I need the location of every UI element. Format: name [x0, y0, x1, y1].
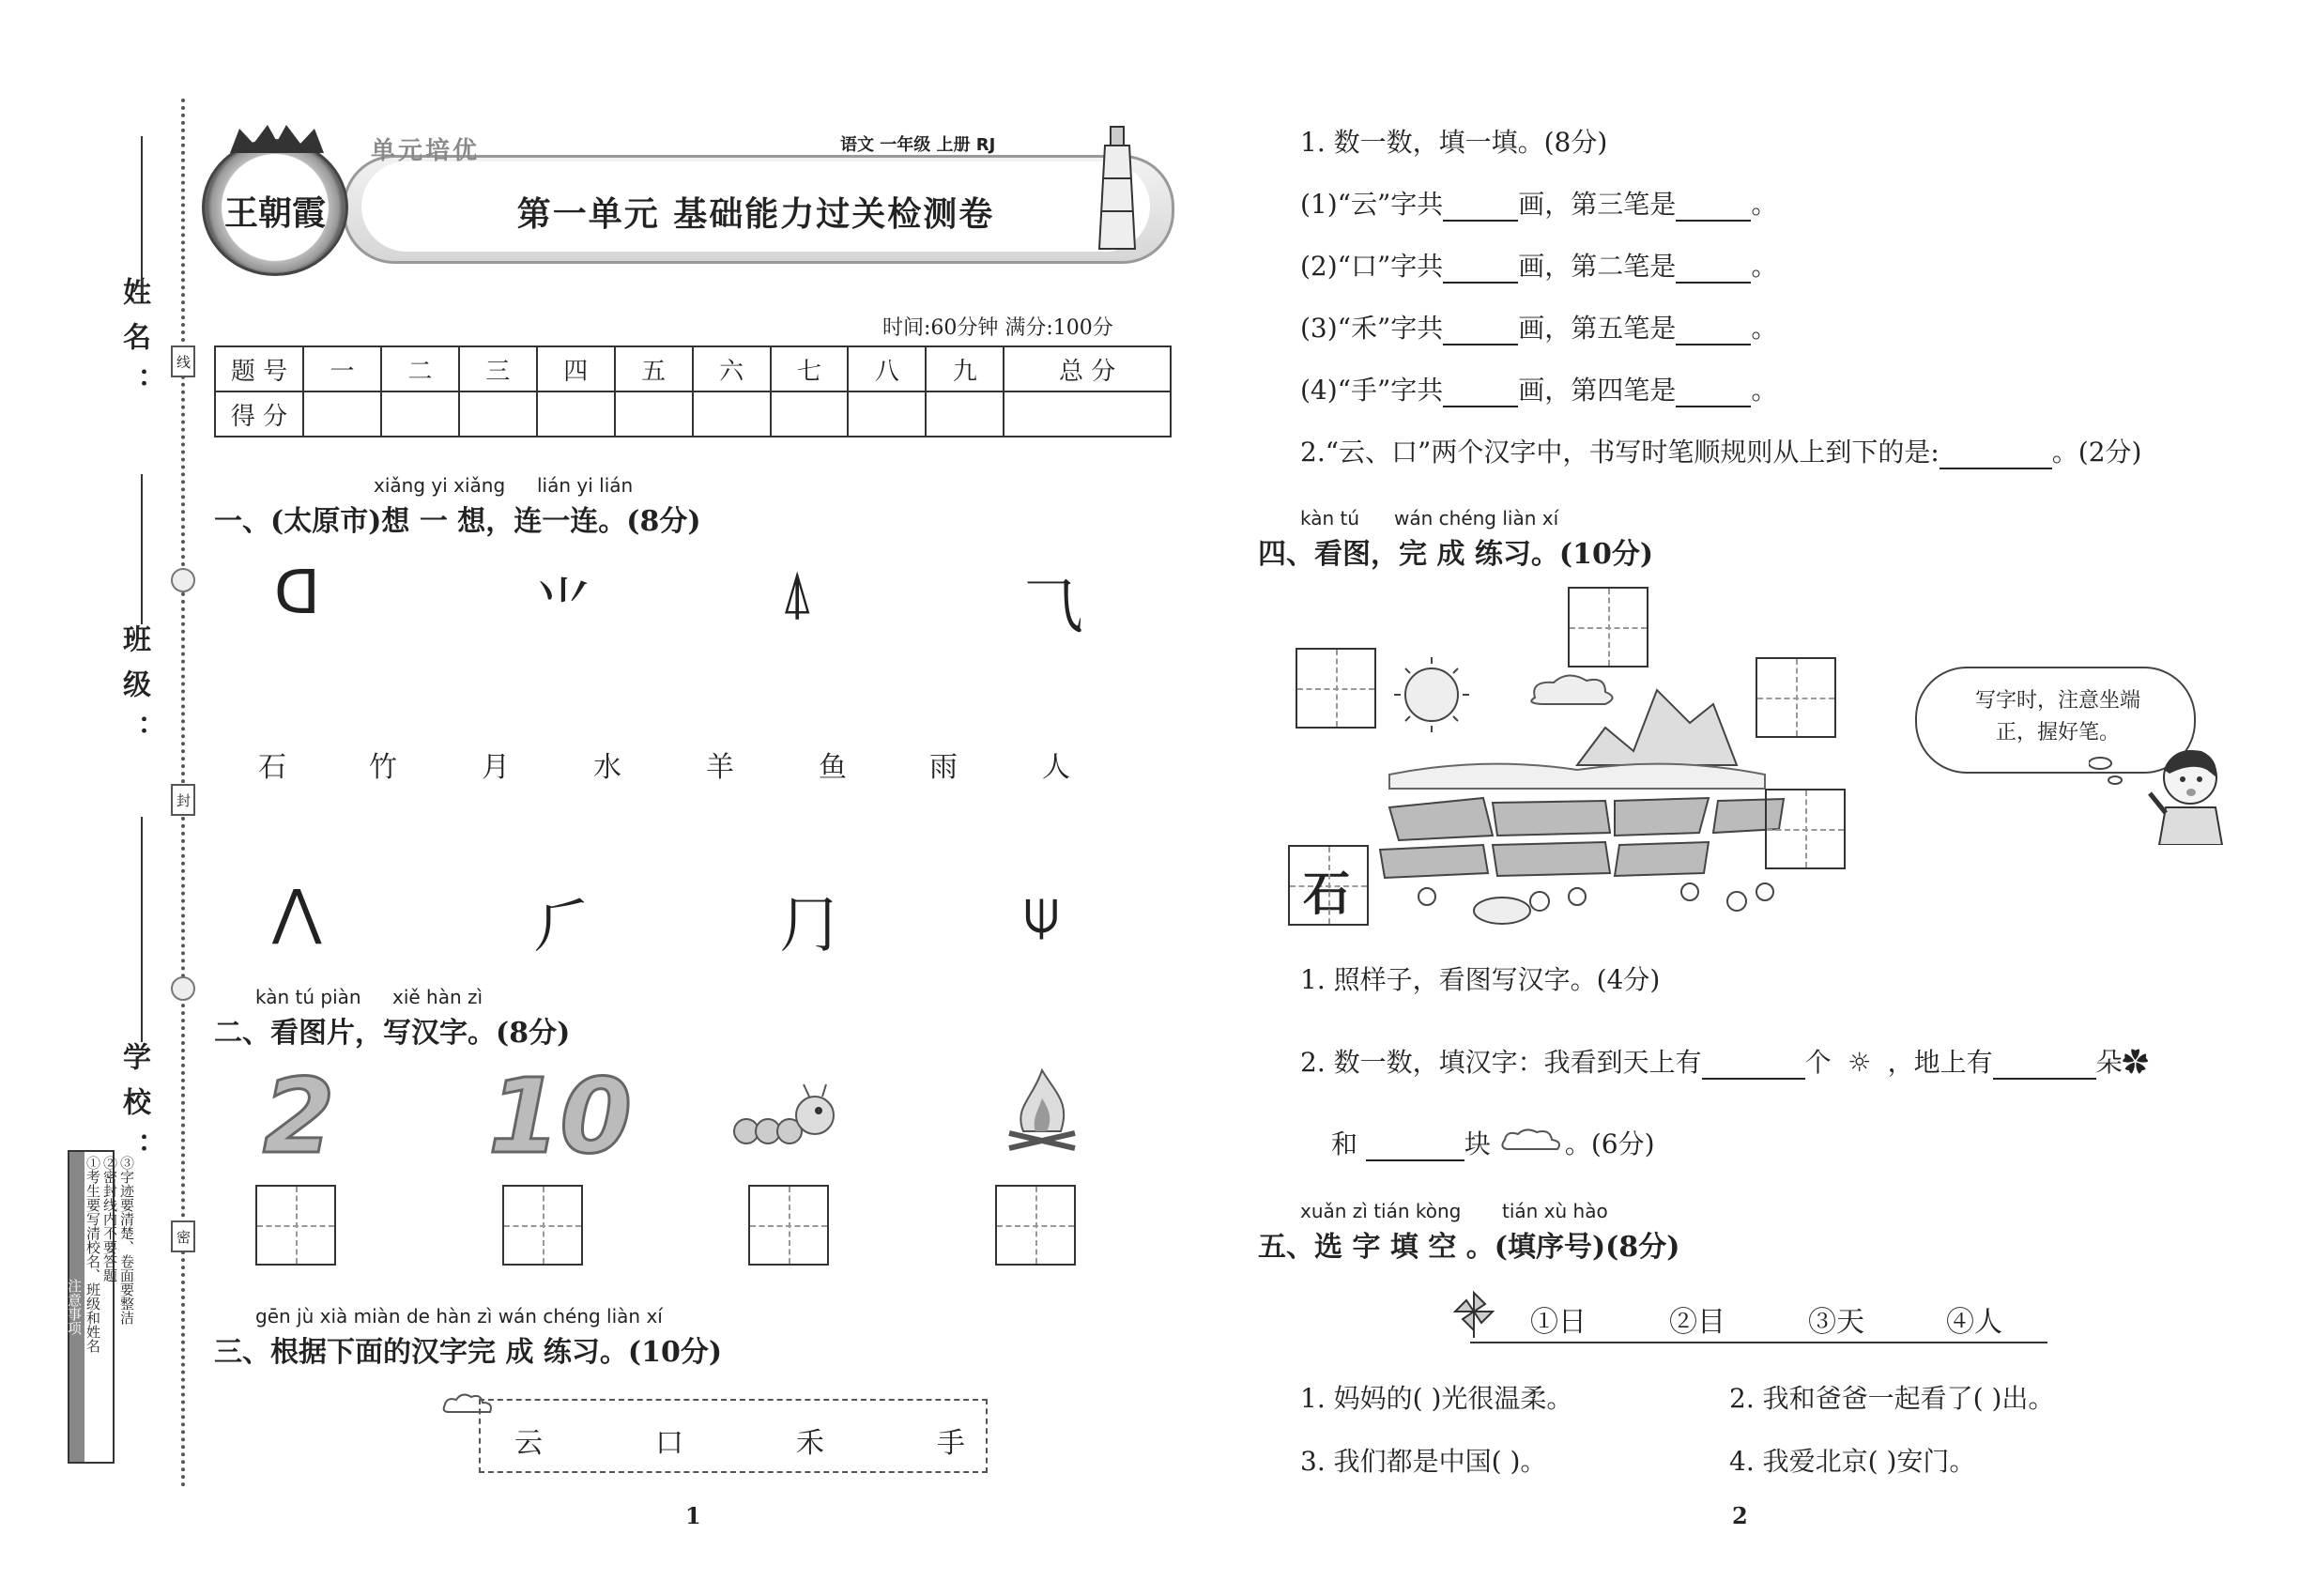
- pinyin: xiǎng yi xiǎng: [374, 474, 506, 497]
- answer-blank[interactable]: [1676, 255, 1751, 284]
- box-char: 口: [655, 1427, 683, 1460]
- note-item: ②密封线内不要答题: [101, 1156, 118, 1282]
- exam-notes: [66, 1150, 135, 1464]
- item-text: 。(6分): [1564, 1128, 1655, 1159]
- table-cell: 七: [771, 346, 849, 391]
- oracle-glyph[interactable]: ⍋: [779, 559, 816, 628]
- oracle-glyph[interactable]: ⺄: [1023, 573, 1083, 642]
- bubble-text: 写字时，注意坐端正，握好笔。: [1974, 689, 2140, 744]
- cut-mark: 线: [171, 345, 195, 377]
- writing-box[interactable]: [1765, 789, 1846, 869]
- answer-blank[interactable]: [1702, 1051, 1805, 1080]
- question-text: [1331, 1124, 1655, 1161]
- class-label: 班级：: [117, 624, 150, 760]
- option: ④人: [1946, 1306, 2002, 1339]
- char-option[interactable]: 鱼: [819, 751, 847, 784]
- char-option[interactable]: 羊: [706, 751, 734, 784]
- score-input[interactable]: [848, 391, 926, 437]
- char-option[interactable]: 竹: [369, 751, 397, 784]
- oracle-glyph[interactable]: ⋀: [272, 878, 322, 947]
- cut-mark: 密: [171, 1220, 195, 1252]
- box-char: 禾: [796, 1427, 824, 1460]
- char-option[interactable]: 雨: [929, 751, 958, 784]
- answer-blank[interactable]: [1443, 193, 1518, 222]
- class-field[interactable]: [141, 474, 143, 624]
- item-text: 个: [1804, 1047, 1832, 1078]
- table-cell: 题 号: [215, 346, 303, 391]
- writing-box[interactable]: [995, 1185, 1076, 1266]
- question-text: [1300, 1042, 2149, 1080]
- item-text: 画，第二笔是: [1518, 251, 1677, 282]
- item-text: 块: [1464, 1128, 1491, 1159]
- notes-title: 注意事项: [69, 1152, 84, 1462]
- cloud-icon: [1499, 1125, 1565, 1153]
- item-text: 。(2分): [2051, 437, 2142, 468]
- item-text: 画，第三笔是: [1518, 189, 1677, 220]
- binding-hole-icon: [171, 568, 195, 592]
- table-row: [215, 346, 1171, 391]
- item-text: 。: [1751, 313, 1778, 344]
- brand-logo: [202, 139, 348, 276]
- note-item: ③字迹要清楚、卷面要整洁: [118, 1156, 135, 1325]
- item-text: 。: [1751, 251, 1778, 282]
- oracle-glyph[interactable]: ⍦: [1023, 878, 1060, 947]
- unit-badge: 单元培优: [371, 137, 481, 165]
- char-option[interactable]: 石: [258, 751, 286, 784]
- table-row: [215, 391, 1171, 437]
- logo-text: 王朝霞: [223, 193, 326, 233]
- item-text: 2. 数一数，填汉字：我看到天上有: [1300, 1047, 1702, 1078]
- item-text: 画，第五笔是: [1518, 313, 1677, 344]
- score-input[interactable]: [381, 391, 459, 437]
- item-text: 。: [1751, 189, 1778, 220]
- pinyin: tián xù hào: [1502, 1200, 1608, 1222]
- binding-hole-icon: [171, 976, 195, 1001]
- number-ten-picture: 10: [488, 1056, 633, 1176]
- item-text: (2)“口”字共: [1300, 251, 1444, 282]
- fill-item[interactable]: 4. 我爱北京( )安门。: [1729, 1446, 1976, 1477]
- answer-blank[interactable]: [1443, 255, 1518, 284]
- table-cell: 二: [381, 346, 459, 391]
- item-text: 2.“云、口”两个汉字中，书写时笔顺规则从上到下的是:: [1300, 437, 1940, 468]
- answer-blank[interactable]: [1676, 317, 1751, 345]
- pinyin: xuǎn zì tián kòng: [1300, 1200, 1462, 1222]
- note-item: ①考生要写清校名、班级和姓名: [84, 1156, 101, 1353]
- section-heading: 四、看图，完 成 练习。(10分): [1258, 538, 1654, 571]
- item-text: (3)“禾”字共: [1300, 313, 1444, 344]
- char-option[interactable]: 月: [482, 751, 510, 784]
- writing-box[interactable]: [1568, 587, 1648, 668]
- name-field[interactable]: [141, 136, 143, 296]
- q1-item: [1300, 246, 1777, 284]
- q1-item: [1300, 184, 1777, 222]
- options-underline: [1470, 1342, 2047, 1343]
- answer-blank[interactable]: [1993, 1051, 2096, 1080]
- score-input[interactable]: [303, 391, 381, 437]
- pinyin: kàn tú: [1300, 507, 1360, 529]
- table-cell: 四: [537, 346, 615, 391]
- pinyin: kàn tú piàn: [255, 986, 361, 1008]
- answer-blank[interactable]: [1676, 379, 1751, 407]
- page-number: 2: [1732, 1502, 1748, 1529]
- subject-meta: 语文 一年级 上册 RJ: [840, 135, 996, 155]
- item-text: 和: [1331, 1128, 1358, 1159]
- char-option[interactable]: 人: [1042, 751, 1070, 784]
- crown-icon: [225, 121, 329, 155]
- pinyin: xiě hàn zì: [392, 986, 483, 1008]
- table-cell: 五: [615, 346, 693, 391]
- table-cell: 六: [693, 346, 771, 391]
- table-cell: 九: [926, 346, 1004, 391]
- section-heading: 一、(太原市)想 一 想，连一连。(8分): [214, 505, 701, 538]
- section-heading: 三、根据下面的汉字完 成 练习。(10分): [214, 1336, 723, 1369]
- fill-item[interactable]: 1. 妈妈的( )光很温柔。: [1300, 1383, 1573, 1414]
- item-text: ，地上有: [1887, 1047, 1993, 1078]
- score-input[interactable]: [615, 391, 693, 437]
- scene-picture: [1296, 587, 1859, 934]
- writing-box[interactable]: [255, 1185, 336, 1266]
- score-input[interactable]: [537, 391, 615, 437]
- box-char: 手: [937, 1427, 965, 1460]
- score-input[interactable]: [926, 391, 1004, 437]
- flower-icon: ✿: [2122, 1047, 2149, 1078]
- item-text: 朵: [2095, 1047, 2123, 1078]
- writing-box[interactable]: [1296, 648, 1376, 729]
- answer-blank[interactable]: [1940, 441, 2052, 469]
- sample-char: 石: [1303, 866, 1350, 921]
- table-cell: 三: [459, 346, 537, 391]
- answer-blank[interactable]: [1676, 193, 1751, 222]
- table-cell: 一: [303, 346, 381, 391]
- question-text: 1. 照样子，看图写汉字。(4分): [1300, 964, 1661, 995]
- pinyin: wán chéng liàn xí: [1394, 507, 1559, 529]
- boy-icon: [2145, 742, 2230, 845]
- lighthouse-icon: [1094, 122, 1141, 253]
- question-text: 1. 数一数，填一填。(8分): [1300, 127, 1608, 158]
- item-text: 。: [1751, 375, 1778, 406]
- options-row: [1453, 1291, 2063, 1347]
- name-label: 姓名：: [117, 277, 150, 412]
- score-table: [214, 345, 1172, 437]
- section-heading: 五、选 字 填 空 。(填序号)(8分): [1258, 1231, 1680, 1264]
- pinyin: gēn jù xià miàn de hàn zì wán chéng liàn xí: [255, 1305, 663, 1327]
- header-banner: [202, 131, 1188, 272]
- q2-item: [1300, 432, 2141, 469]
- writing-box[interactable]: [748, 1185, 829, 1266]
- q1-item: [1300, 308, 1777, 345]
- thought-dots-icon: [2089, 756, 2126, 789]
- page-number: 1: [685, 1502, 701, 1529]
- option: ③天: [1808, 1306, 1864, 1339]
- section-heading: 二、看图片，写汉字。(8分): [214, 1017, 571, 1050]
- item-text: 画，第四笔是: [1518, 375, 1677, 406]
- table-cell: 总 分: [1004, 346, 1171, 391]
- score-input[interactable]: [693, 391, 771, 437]
- char-option[interactable]: 水: [593, 751, 621, 784]
- number-two-picture: 2: [263, 1056, 335, 1176]
- oracle-glyph[interactable]: ⺆: [779, 892, 839, 961]
- item-text: (4)“手”字共: [1300, 375, 1444, 406]
- option: ②目: [1669, 1306, 1725, 1339]
- char-box: [479, 1399, 988, 1473]
- campfire-icon: [1000, 1066, 1084, 1155]
- score-input[interactable]: [459, 391, 537, 437]
- item-text: (1)“云”字共: [1300, 189, 1444, 220]
- answer-blank[interactable]: [1443, 317, 1518, 345]
- fill-item[interactable]: 3. 我们都是中国( )。: [1300, 1446, 1547, 1477]
- oracle-glyph[interactable]: ⺌: [533, 573, 593, 642]
- pinyin: lián yi lián: [537, 474, 634, 497]
- answer-blank[interactable]: [1443, 379, 1518, 407]
- option: ①日: [1530, 1306, 1587, 1339]
- answer-blank[interactable]: [1366, 1133, 1464, 1161]
- caterpillar-icon: [732, 1080, 845, 1155]
- oracle-glyph[interactable]: ᗡ: [274, 559, 321, 628]
- binding-margin: [0, 0, 192, 1596]
- page-title: 第一单元 基础能力过关检测卷: [516, 195, 995, 234]
- fill-item[interactable]: 2. 我和爸爸一起看了( )出。: [1729, 1383, 2055, 1414]
- writing-box[interactable]: [502, 1185, 583, 1266]
- score-input[interactable]: [1004, 391, 1171, 437]
- table-cell: 八: [848, 346, 926, 391]
- score-input[interactable]: [771, 391, 849, 437]
- writing-box[interactable]: [1756, 657, 1836, 738]
- sun-icon: ☼: [1848, 1047, 1872, 1078]
- cut-mark: 封: [171, 784, 195, 816]
- time-info: 时间:60分钟 满分:100分: [882, 316, 1113, 340]
- box-char: 云: [514, 1427, 543, 1460]
- q1-item: [1300, 370, 1777, 407]
- school-label: 学校：: [117, 1042, 150, 1177]
- school-field[interactable]: [141, 817, 143, 1042]
- pinwheel-icon: [1453, 1291, 1495, 1338]
- oracle-glyph[interactable]: ⺁: [533, 892, 593, 961]
- sample-box: [1288, 845, 1369, 926]
- table-cell: 得 分: [215, 391, 303, 437]
